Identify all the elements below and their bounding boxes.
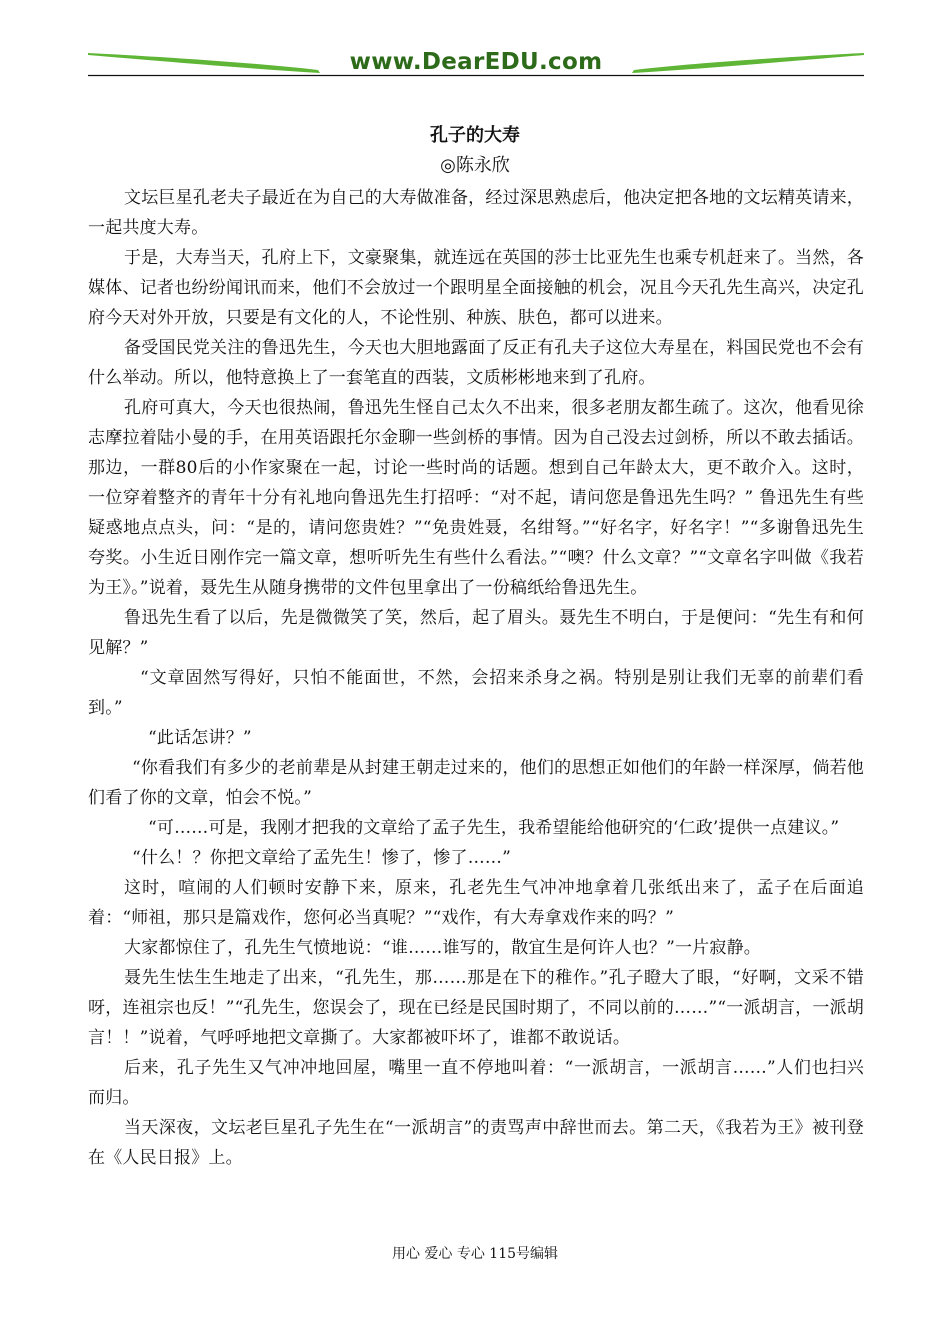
paragraph: “此话怎讲？” — [148, 728, 252, 748]
paragraph: 孔府可真大，今天也很热闹，鲁迅先生怪自己太久不出来，很多老朋友都生疏了。这次，他看见徐志摩拉着陆小曼的手，在用英语跟托尔金聊一些剑桥的事情。因为自己没去过剑桥，所以不敢去插话。那边，一群80后的小作家聚在一起，讨论一些时尚的话题。想到自己年龄太大，更不敢介入。这时，一位穿着整齐的青年十分有礼地向鲁迅先生打招呼：“对不起，请问您是鲁迅先生吗？” 鲁迅先生有些疑惑地点点头，问：“是的，请问您贵姓？”“免贵姓聂，名绀弩。”“好名字，好名字！”“多谢鲁迅先生夸奖。小生近日刚作完一篇文章，想听听先生有些什么看法。”“噢？什么文章？”“文章名字叫做《我若为王》。”说着，聂先生从随身携带的文件包里拿出了一份稿纸给鲁迅先生。 — [88, 398, 864, 598]
article-author: ◎陈永欣 — [440, 155, 510, 176]
paragraph: 鲁迅先生看了以后，先是微微笑了笑，然后，起了眉头。聂先生不明白，于是便问：“先生有和何见解？” — [88, 608, 864, 658]
paragraph: 聂先生怯生生地走了出来，“孔先生，那……那是在下的稚作。”孔子瞪大了眼，“好啊，文采不错呀，连祖宗也反！”“孔先生，您误会了，现在已经是民国时期了，不同以前的……”“一派胡言，一派胡言！！”说着，气呼呼地把文章撕了。大家都被吓坏了，谁都不敢说话。 — [88, 968, 864, 1048]
site-header — [88, 44, 864, 84]
paragraph: 这时，喧闹的人们顿时安静下来，原来，孔老先生气冲冲地拿着几张纸出来了，孟子在后面追着：“师祖，那只是篇戏作，您何必当真呢？”“戏作，有大寿拿戏作来的吗？” — [88, 878, 864, 928]
paragraph: 文坛巨星孔老夫子最近在为自己的大寿做准备，经过深思熟虑后，他决定把各地的文坛精英请来，一起共度大寿。 — [88, 188, 864, 238]
paragraph: 于是，大寿当天，孔府上下，文豪聚集，就连远在英国的莎士比亚先生也乘专机赶来了。当然，各媒体、记者也纷纷闻讯而来，他们不会放过一个跟明星全面接触的机会，况且今天孔先生高兴，决定孔府今天对外开放，只要是有文化的人，不论性别、种族、肤色，都可以进来。 — [88, 248, 864, 328]
paragraph: “可……可是，我刚才把我的文章给了孟子先生，我希望能给他研究的‘仁政’提供一点建议。” — [148, 818, 840, 838]
paragraph: 当天深夜，文坛老巨星孔子先生在“一派胡言”的责骂声中辞世而去。第二天，《我若为王》被刊登在《人民日报》上。 — [88, 1118, 864, 1168]
paragraph: 大家都惊住了，孔先生气愤地说：“谁……谁写的，散宜生是何许人也？”一片寂静。 — [124, 938, 761, 958]
paragraph: “你看我们有多少的老前辈是从封建王朝走过来的，他们的思想正如他们的年龄一样深厚，倘若他们看了你的文章，怕会不悦。” — [88, 758, 864, 808]
paragraph: “文章固然写得好，只怕不能面世，不然，会招来杀身之祸。特别是别让我们无辜的前辈们看到。” — [88, 668, 864, 718]
paragraph: “什么！？你把文章给了孟先生！惨了，惨了……” — [132, 848, 511, 868]
paragraph: 备受国民党关注的鲁迅先生，今天也大胆地露面了反正有孔夫子这位大寿星在，料国民党也不会有什么举动。所以，他特意换上了一套笔直的西装，文质彬彬地来到了孔府。 — [88, 338, 864, 388]
paragraph: 后来，孔子先生又气冲冲地回屋，嘴里一直不停地叫着：“一派胡言，一派胡言……”人们也扫兴而归。 — [88, 1058, 864, 1108]
article-title: 孔子的大寿 — [430, 125, 520, 146]
site-logo-text[interactable]: www.DearEDU.com — [349, 49, 603, 75]
article-body — [88, 183, 864, 1173]
page-footer: 用心 爱心 专心 115号编辑 — [391, 1246, 559, 1262]
